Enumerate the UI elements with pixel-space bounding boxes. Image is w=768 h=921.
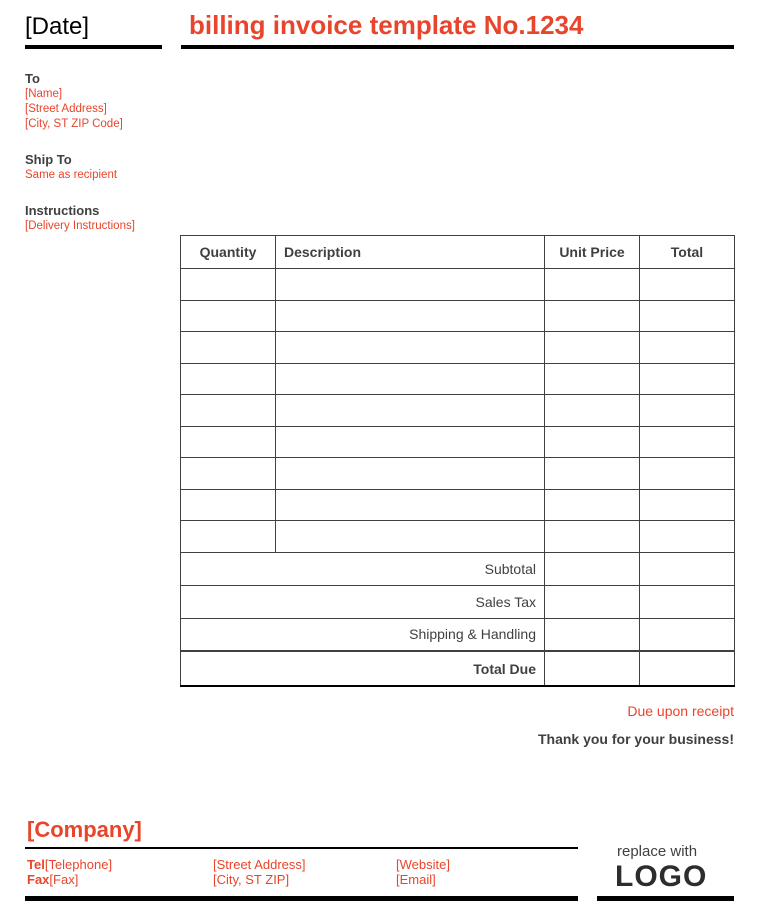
shipping-unit-cell <box>545 618 640 651</box>
footer-street: [Street Address] <box>213 857 306 872</box>
invoice-title: billing invoice template No.1234 <box>189 10 584 40</box>
cell-quantity[interactable] <box>181 363 276 395</box>
total-due-label: Total Due <box>181 651 545 686</box>
logo-rule <box>597 896 734 901</box>
subtotal-label: Subtotal <box>181 552 545 585</box>
cell-total[interactable] <box>640 395 735 427</box>
tel-label: Tel <box>27 857 45 872</box>
total-due-unit-cell <box>545 651 640 686</box>
total-due-row <box>181 651 735 686</box>
cell-unit-price[interactable] <box>545 269 640 301</box>
footer-website: [Website] <box>396 857 450 872</box>
table-row <box>181 521 735 553</box>
cell-description[interactable] <box>276 332 545 364</box>
header-unit-price: Unit Price <box>545 236 640 269</box>
cell-unit-price[interactable] <box>545 395 640 427</box>
cell-quantity[interactable] <box>181 521 276 553</box>
cell-unit-price[interactable] <box>545 489 640 521</box>
company-name: [Company] <box>27 817 142 842</box>
sales-tax-label: Sales Tax <box>181 585 545 618</box>
shipping-row <box>181 618 735 651</box>
header-description: Description <box>276 236 545 269</box>
due-note: Due upon receipt <box>627 703 734 719</box>
cell-total[interactable] <box>640 426 735 458</box>
cell-unit-price[interactable] <box>545 521 640 553</box>
shipping-label: Shipping & Handling <box>181 618 545 651</box>
table-row <box>181 426 735 458</box>
to-street: [Street Address] <box>25 103 107 115</box>
shipping-value[interactable] <box>640 618 735 651</box>
cell-total[interactable] <box>640 521 735 553</box>
cell-description[interactable] <box>276 458 545 490</box>
logo-placeholder <box>597 843 733 893</box>
cell-description[interactable] <box>276 395 545 427</box>
sales-tax-unit-cell <box>545 585 640 618</box>
ship-to-value: Same as recipient <box>25 169 118 181</box>
cell-quantity[interactable] <box>181 489 276 521</box>
table-header-row <box>181 236 735 269</box>
table-row <box>181 300 735 332</box>
footer-email: [Email] <box>396 872 436 887</box>
cell-quantity[interactable] <box>181 269 276 301</box>
table-row <box>181 269 735 301</box>
subtotal-row <box>181 552 735 585</box>
cell-total[interactable] <box>640 363 735 395</box>
cell-description[interactable] <box>276 426 545 458</box>
table-row <box>181 363 735 395</box>
tel-value: [Telephone] <box>44 857 113 872</box>
fax-value: [Fax] <box>49 872 79 887</box>
cell-total[interactable] <box>640 489 735 521</box>
instructions-value: [Delivery Instructions] <box>25 220 135 232</box>
header-total: Total <box>640 236 735 269</box>
subtotal-unit-cell <box>545 552 640 585</box>
sales-tax-value[interactable] <box>640 585 735 618</box>
instructions-label: Instructions <box>25 203 100 218</box>
table-row <box>181 489 735 521</box>
cell-unit-price[interactable] <box>545 363 640 395</box>
cell-description[interactable] <box>276 300 545 332</box>
cell-description[interactable] <box>276 521 545 553</box>
cell-total[interactable] <box>640 269 735 301</box>
cell-total[interactable] <box>640 332 735 364</box>
title-underline <box>181 45 734 49</box>
cell-unit-price[interactable] <box>545 332 640 364</box>
subtotal-value[interactable] <box>640 552 735 585</box>
logo-caption: replace with <box>617 843 698 860</box>
cell-quantity[interactable] <box>181 332 276 364</box>
table-row <box>181 395 735 427</box>
cell-unit-price[interactable] <box>545 458 640 490</box>
to-label: To <box>25 71 40 86</box>
cell-unit-price[interactable] <box>545 300 640 332</box>
date-underline <box>25 45 162 49</box>
fax-label: Fax <box>27 872 50 887</box>
cell-description[interactable] <box>276 269 545 301</box>
instructions-block <box>25 203 135 234</box>
footer-web-col <box>396 857 450 887</box>
to-block <box>25 71 123 132</box>
cell-quantity[interactable] <box>181 395 276 427</box>
footer-contact-col <box>27 857 112 887</box>
footer-address-col <box>213 857 306 887</box>
to-city: [City, ST ZIP Code] <box>25 118 123 130</box>
footer-tel <box>27 857 112 872</box>
cell-quantity[interactable] <box>181 426 276 458</box>
cell-total[interactable] <box>640 458 735 490</box>
ship-to-block <box>25 152 117 183</box>
ship-to-label: Ship To <box>25 152 72 167</box>
cell-quantity[interactable] <box>181 300 276 332</box>
total-due-value[interactable] <box>640 651 735 686</box>
company-rule <box>25 847 578 849</box>
invoice-date: [Date] <box>25 13 90 40</box>
header-quantity: Quantity <box>181 236 276 269</box>
footer-fax <box>27 872 112 887</box>
thank-you-note: Thank you for your business! <box>537 731 734 747</box>
invoice-items-table <box>180 235 735 687</box>
sales-tax-row <box>181 585 735 618</box>
cell-quantity[interactable] <box>181 458 276 490</box>
cell-description[interactable] <box>276 363 545 395</box>
cell-total[interactable] <box>640 300 735 332</box>
table-row <box>181 332 735 364</box>
cell-unit-price[interactable] <box>545 426 640 458</box>
logo-text: LOGO <box>615 860 708 893</box>
to-name: [Name] <box>25 88 63 100</box>
table-row <box>181 458 735 490</box>
cell-description[interactable] <box>276 489 545 521</box>
footer-bottom-rule <box>25 896 578 901</box>
footer-city: [City, ST ZIP] <box>213 872 290 887</box>
